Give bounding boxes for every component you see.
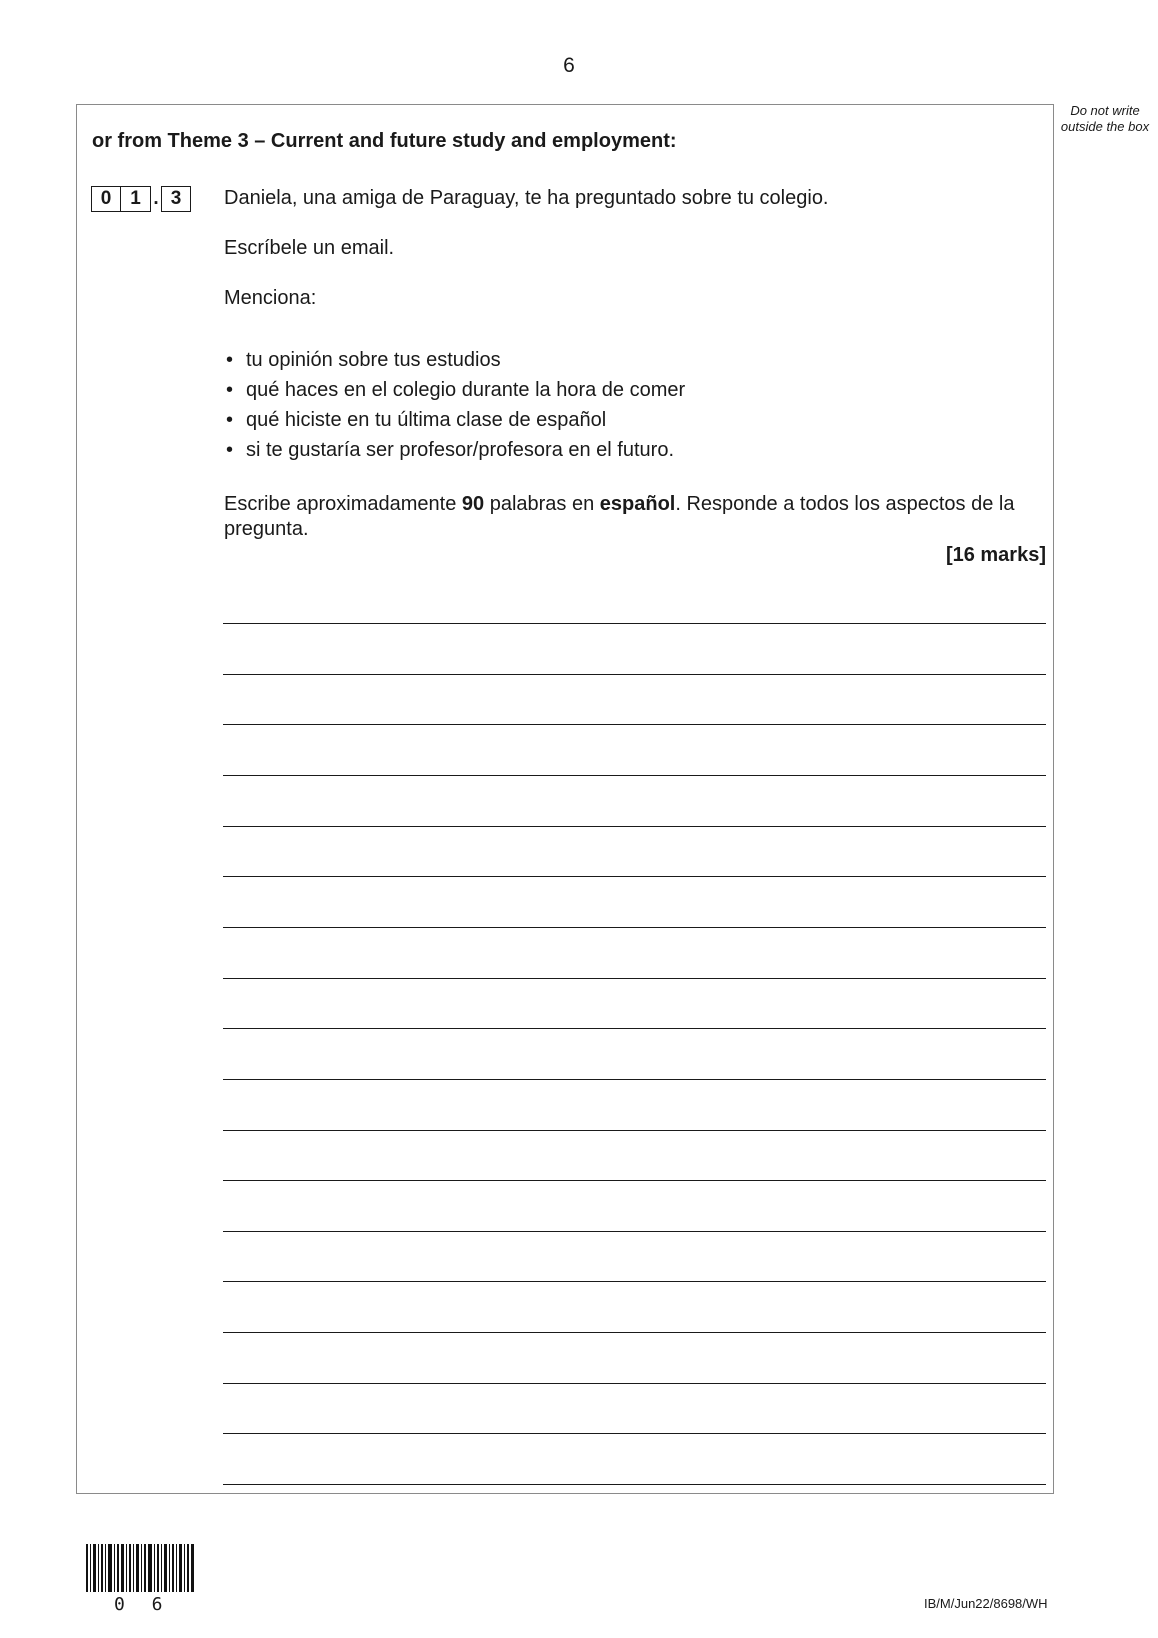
bullet-item: • qué haces en el colegio durante la hora de comer (224, 375, 685, 405)
theme-heading: or from Theme 3 – Current and future study and employment: (92, 130, 677, 152)
bullet-item: • si te gustaría ser profesor/profesora en el futuro. (224, 435, 685, 465)
question-number-separator: . (153, 188, 159, 209)
barcode-text: 0 6 (114, 1594, 171, 1615)
question-number-box: 1 (121, 186, 151, 212)
answer-line[interactable] (223, 927, 1046, 928)
barcode (86, 1544, 194, 1592)
word-count: 90 (461, 493, 485, 515)
question-number-box: 0 (91, 186, 121, 212)
answer-line[interactable] (223, 1231, 1046, 1232)
answer-line[interactable] (223, 724, 1046, 725)
answer-line[interactable] (223, 1383, 1046, 1384)
margin-note: Do not write outside the box (1060, 103, 1150, 134)
question-task: Escríbele un email. (224, 237, 395, 259)
instruction-text (224, 492, 1054, 542)
instruction-part: . Responde a todos los aspectos de la pregunta. (224, 493, 1015, 540)
answer-line[interactable] (223, 876, 1046, 877)
answer-line[interactable] (223, 1180, 1046, 1181)
language: español (599, 493, 676, 515)
answer-line[interactable] (223, 1028, 1046, 1029)
marks: [16 marks] (945, 544, 1046, 566)
answer-line[interactable] (223, 775, 1046, 776)
question-number (91, 186, 191, 212)
bullet-list (224, 345, 685, 465)
answer-line[interactable] (223, 1332, 1046, 1333)
answer-line[interactable] (223, 1433, 1046, 1434)
bullet-item: • qué hiciste en tu última clase de español (224, 405, 685, 435)
answer-line[interactable] (223, 1281, 1046, 1282)
answer-line[interactable] (223, 623, 1046, 624)
question-prompt: Daniela, una amiga de Paraguay, te ha preguntado sobre tu colegio. (224, 187, 829, 209)
answer-frame (76, 104, 1054, 1494)
answer-line[interactable] (223, 1484, 1046, 1485)
answer-line[interactable] (223, 978, 1046, 979)
mention-label: Menciona: (224, 287, 317, 309)
page-number: 6 (563, 54, 575, 77)
instruction-part: Escribe aproximadamente (224, 493, 462, 515)
question-number-box: 3 (161, 186, 191, 212)
answer-line[interactable] (223, 826, 1046, 827)
answer-line[interactable] (223, 674, 1046, 675)
reference-code: IB/M/Jun22/8698/WH (924, 1596, 1048, 1611)
instruction-part: palabras en (484, 493, 600, 515)
bullet-item: • tu opinión sobre tus estudios (224, 345, 685, 375)
answer-line[interactable] (223, 1130, 1046, 1131)
answer-line[interactable] (223, 1079, 1046, 1080)
